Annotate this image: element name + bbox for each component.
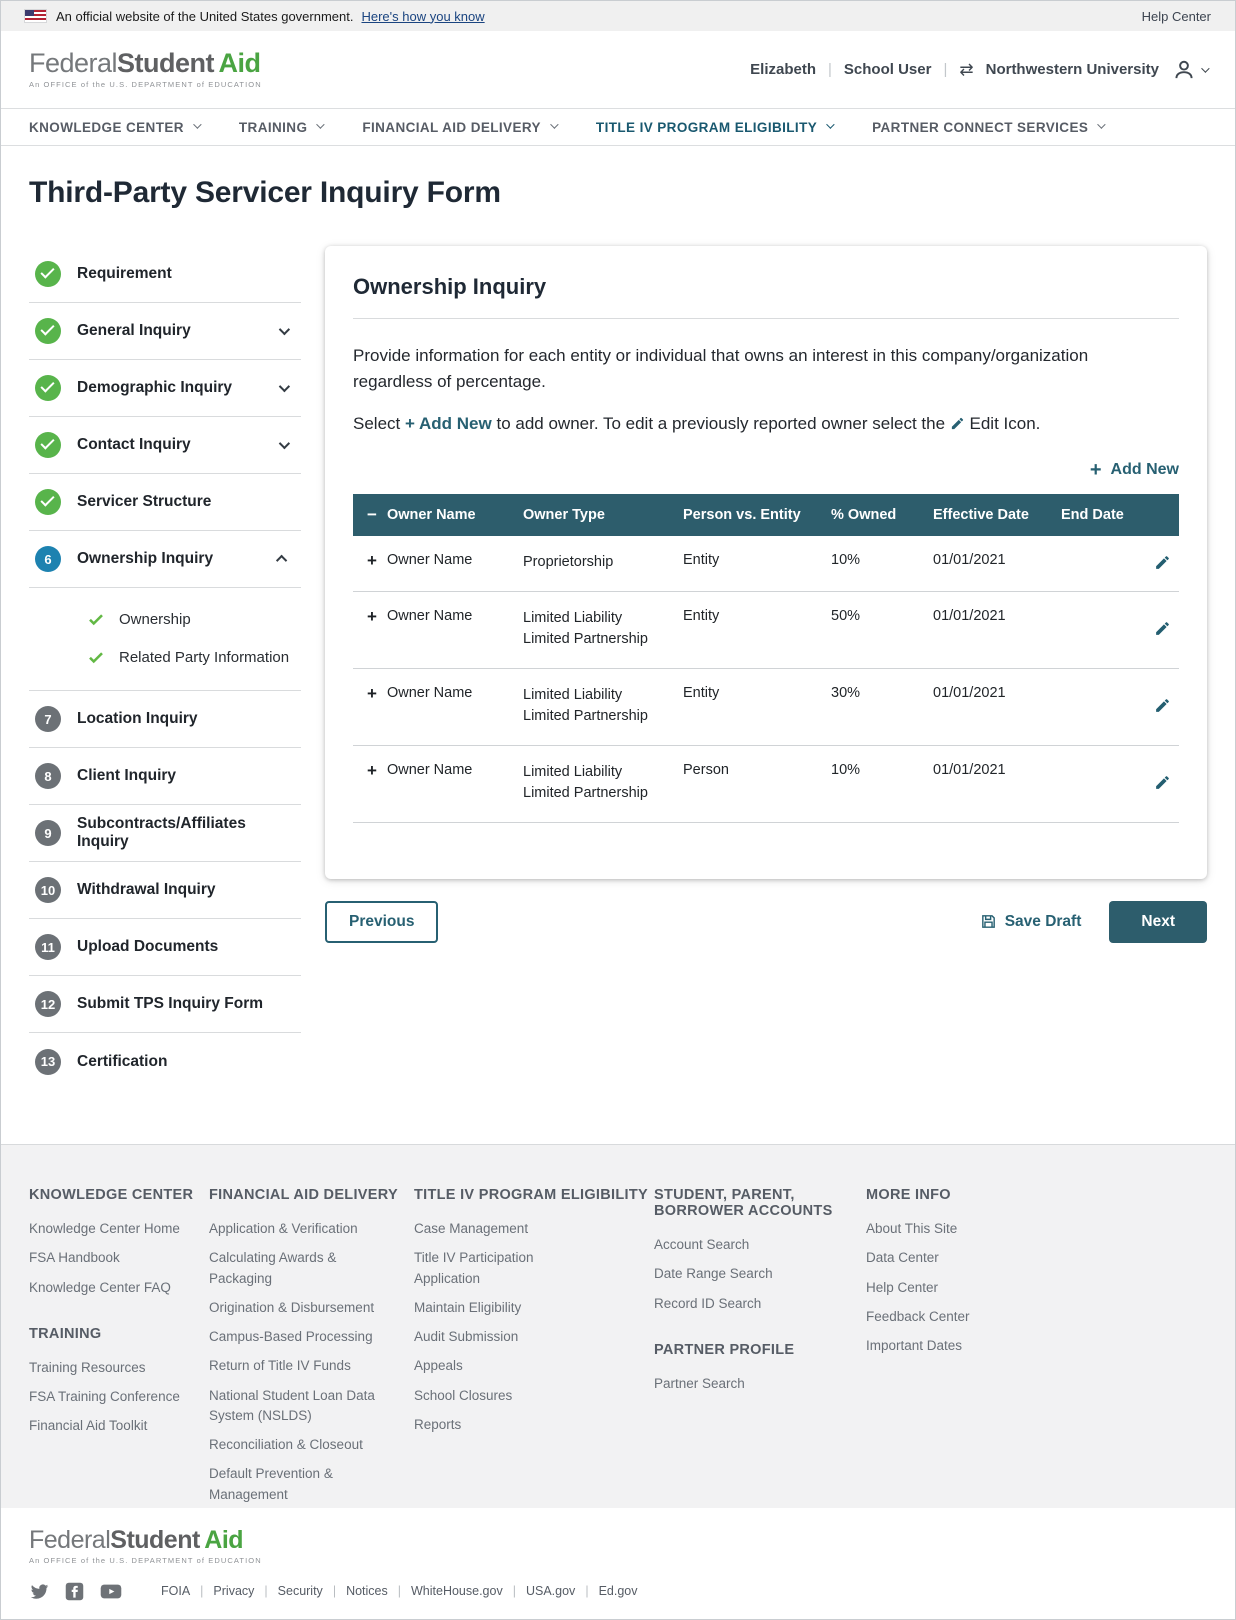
footer-link[interactable]: Application & Verification [209,1221,358,1236]
step-label: Subcontracts/Affiliates Inquiry [77,815,246,850]
footer-link[interactable]: Knowledge Center Home [29,1221,180,1236]
step-label: Certification [77,1052,168,1070]
owner-row [353,669,1179,746]
footer-link[interactable]: Case Management [414,1221,529,1236]
facebook-icon[interactable] [64,1581,85,1602]
twitter-icon[interactable] [29,1581,50,1602]
step-number-badge: 6 [35,546,61,572]
footer-group-more-info [866,1187,1207,1356]
owners-table [353,494,1179,823]
plus-icon: + [1089,458,1102,481]
step-number-badge: 8 [35,763,61,789]
add-new-button[interactable] [1090,460,1179,480]
add-new-inline-link[interactable]: + Add New [404,413,492,433]
footer-group-knowledge-center [29,1187,209,1298]
step-number-badge: 13 [35,1049,61,1075]
chevron-up-icon [276,555,287,566]
save-draft-label: Save Draft [1004,912,1082,930]
footer-group-training [29,1326,209,1437]
edit-icon [950,416,965,431]
owner-name-cell: Owner Name [386,552,473,569]
form-actions [325,901,1207,943]
logo-student: Student [117,48,215,79]
logo-aid: Aid [218,48,261,79]
edit-icon [1154,774,1171,791]
owner-name-cell: Owner Name [386,685,473,702]
effective-date-cell: 01/01/2021 [933,551,1006,568]
divider: | [828,61,832,78]
footer-link[interactable]: Training Resources [29,1359,146,1375]
footer-link[interactable]: Date Range Search [654,1266,773,1282]
legal-link[interactable]: | Security [254,1584,322,1598]
step-label: Requirement [77,265,172,282]
step-label: Demographic Inquiry [77,379,233,396]
col-owner-type: Owner Type [523,506,605,523]
step-subcontracts-affiliates-inquiry[interactable] [29,805,301,862]
step-contact-inquiry[interactable] [29,417,301,474]
step-upload-documents[interactable] [29,919,301,976]
ownership-inquiry-panel [325,246,1207,879]
footer-link[interactable]: FSA Training Conference [29,1389,180,1404]
edit-icon [1154,697,1171,714]
owner-type-cell: Limited Liability Limited Partnership [523,609,648,647]
check-circle-icon [35,375,61,401]
panel-instruction [353,414,1179,434]
footer-heading: PARTNER PROFILE [654,1341,795,1358]
fsa-logo-footer[interactable] [29,1528,1207,1565]
step-label: Contact Inquiry [77,436,191,453]
check-circle-icon [35,432,61,458]
step-label: Servicer Structure [77,493,212,510]
nav-title-iv-program-eligibility[interactable] [596,120,832,135]
footer-link[interactable]: Audit Submission [414,1329,519,1344]
footer-heading: STUDENT, PARENT, BORROWER ACCOUNTS [654,1187,833,1219]
owner-type-cell: Limited Liability Limited Partnership [523,686,648,724]
nav-label: TRAINING [238,119,308,135]
owner-name-cell: Owner Name [386,608,473,625]
legal-link[interactable]: | Ed.gov [575,1584,637,1598]
gov-banner-text: An official website of the United States government. [56,8,354,24]
legal-link[interactable]: | WhiteHouse.gov [388,1584,503,1598]
footer-link[interactable]: Account Search [654,1237,750,1252]
check-circle-icon [35,261,61,287]
footer-link[interactable]: Maintain Eligibility [414,1299,522,1315]
user-area [750,57,1207,83]
col-person-vs-entity: Person vs. Entity [683,506,801,523]
switch-org-icon[interactable]: ⇄ [959,59,974,79]
legal-link[interactable]: FOIA [161,1584,191,1598]
footer-link[interactable]: Appeals [414,1358,463,1374]
owner-type-cell: Limited Liability Limited Partnership [523,763,648,801]
edit-icon [1154,554,1171,571]
check-circle-icon [35,318,61,344]
effective-date-cell: 01/01/2021 [933,761,1006,778]
footer-heading: TITLE IV PROGRAM ELIGIBILITY [414,1187,648,1203]
footer-heading: FINANCIAL AID DELIVERY [209,1187,398,1203]
check-icon [87,610,105,628]
effective-date-cell: 01/01/2021 [933,607,1006,624]
owner-name-cell: Owner Name [386,762,473,779]
next-button[interactable]: Next [1109,901,1207,943]
instruction-text: Select [353,413,401,433]
owner-row [353,592,1179,669]
step-submit-tps-inquiry-form[interactable] [29,976,301,1033]
footer-link[interactable]: Data Center [866,1250,939,1266]
footer-link[interactable]: Partner Search [654,1375,745,1391]
step-number-badge: 10 [35,877,61,903]
step-withdrawal-inquiry[interactable] [29,862,301,919]
chevron-down-icon [550,120,558,128]
nav-label: FINANCIAL AID DELIVERY [362,119,541,135]
footer-link[interactable]: Origination & Disbursement [209,1299,375,1315]
legal-links [161,1584,637,1598]
nav-knowledge-center[interactable] [29,120,199,135]
step-label: Submit TPS Inquiry Form [77,995,264,1012]
footer-link[interactable]: Calculating Awards & Packaging [209,1250,337,1286]
divider: | [943,61,948,78]
col-pct-owned: % Owned [831,506,897,523]
footer-link[interactable]: Help Center [866,1279,939,1295]
gov-banner [1,1,1235,31]
step-location-inquiry[interactable] [29,691,301,748]
step-number-badge: 7 [35,706,61,732]
pct-owned-cell: 10% [831,551,861,568]
instruction-text: to add owner. To edit a previously reported owner select the [496,413,946,433]
page-title: Third-Party Servicer Inquiry Form [29,176,501,209]
col-end-date: End Date [1061,506,1124,523]
step-label: Upload Documents [77,938,219,955]
substep-ownership[interactable] [29,600,301,638]
edit-icon [1154,620,1171,637]
step-label: Client Inquiry [77,767,177,784]
footer-group-financial-aid-delivery [209,1187,414,1505]
effective-date-cell: 01/01/2021 [933,684,1006,701]
footer-link[interactable]: Feedback Center [866,1308,970,1324]
logo-federal: Federal [29,1526,111,1554]
footer-link[interactable]: School Closures [414,1387,513,1403]
bottom-bar [1,1508,1235,1619]
footer-group-partner-profile [654,1342,866,1394]
add-new-label: Add New [1110,460,1179,478]
owner-row [353,536,1179,592]
person-vs-entity-cell: Entity [683,684,720,701]
help-center-link[interactable]: Help Center [1141,8,1211,24]
site-footer [1,1144,1235,1508]
step-client-inquiry[interactable] [29,748,301,805]
account-menu-button[interactable] [1171,57,1207,83]
footer-heading: KNOWLEDGE CENTER [29,1187,194,1203]
footer-group-title-iv [414,1187,654,1435]
footer-link[interactable]: Reconciliation & Closeout [209,1437,363,1452]
nav-label: PARTNER CONNECT SERVICES [872,119,1089,135]
col-owner-name: Owner Name [386,506,476,523]
main-nav [1,108,1235,146]
steps-sidebar [29,246,301,1090]
ownership-substeps [29,588,301,691]
footer-link[interactable]: Record ID Search [654,1295,762,1311]
expand-row-icon[interactable]: + [367,683,377,703]
chevron-down-icon [279,381,290,392]
pct-owned-cell: 30% [831,684,861,701]
step-label: Withdrawal Inquiry [77,881,216,898]
owners-table-header [353,494,1179,536]
footer-link[interactable]: Default Prevention & Management [209,1466,333,1502]
nav-financial-aid-delivery[interactable] [362,120,556,135]
owners-table-body [353,536,1179,823]
footer-link[interactable]: FSA Handbook [29,1250,120,1266]
step-general-inquiry[interactable] [29,303,301,360]
edit-owner-button[interactable] [1154,774,1171,791]
footer-link[interactable]: Knowledge Center FAQ [29,1279,171,1295]
person-vs-entity-cell: Entity [683,607,720,624]
footer-link[interactable]: Title IV Participation Application [414,1250,534,1286]
chevron-down-icon [279,438,290,449]
owner-row [353,746,1179,823]
expand-row-icon[interactable]: + [367,550,377,570]
step-number-badge: 9 [35,820,61,846]
footer-link[interactable]: Return of Title IV Funds [209,1358,351,1374]
expand-row-icon[interactable]: + [367,606,377,626]
person-vs-entity-cell: Person [683,761,729,778]
instruction-text: Edit Icon. [969,413,1041,433]
pct-owned-cell: 50% [831,607,861,624]
user-name: Elizabeth [750,61,817,78]
col-effective-date: Effective Date [933,506,1029,523]
user-org: Northwestern University [985,61,1159,78]
person-vs-entity-cell: Entity [683,551,720,568]
chevron-down-icon [193,120,201,128]
save-draft-button[interactable] [980,913,1082,931]
logo-federal: Federal [29,48,118,79]
footer-group-student-parent-borrower [654,1187,866,1314]
how-you-know-link[interactable]: Here's how you know [361,8,485,24]
check-icon [87,648,105,666]
footer-link[interactable]: Campus-Based Processing [209,1329,373,1344]
check-circle-icon [35,489,61,515]
nav-label: TITLE IV PROGRAM ELIGIBILITY [595,119,818,135]
collapse-all-icon[interactable]: − [367,504,377,524]
logo-student: Student [110,1526,200,1554]
step-servicer-structure[interactable] [29,474,301,531]
save-icon [980,913,997,930]
chevron-down-icon [826,120,834,128]
footer-link[interactable]: Important Dates [866,1338,963,1353]
step-demographic-inquiry[interactable] [29,360,301,417]
legal-link[interactable]: | Privacy [190,1584,254,1598]
substep-related-party-information[interactable] [29,638,301,676]
site-header [1,31,1235,108]
chevron-down-icon [279,324,290,335]
chevron-down-icon [1201,64,1209,72]
logo-tagline: An OFFICE of the U.S. DEPARTMENT of EDUCATION [29,80,262,90]
footer-link[interactable]: Financial Aid Toolkit [29,1418,148,1434]
footer-link[interactable]: Reports [414,1416,462,1432]
pct-owned-cell: 10% [831,761,861,778]
previous-button[interactable]: Previous [325,901,438,943]
chevron-down-icon [1097,120,1105,128]
chevron-down-icon [317,120,325,128]
nav-training[interactable] [239,120,322,135]
footer-heading: TRAINING [29,1325,102,1342]
panel-description: Provide information for each entity or individual that owns an interest in this company/organization regardless of percentage. [353,346,1089,392]
step-requirement[interactable] [29,246,301,303]
substep-label: Ownership [119,610,191,628]
edit-owner-button[interactable] [1154,554,1171,571]
nav-partner-connect-services[interactable] [872,120,1103,135]
person-icon [1171,57,1197,83]
fsa-logo[interactable] [29,50,262,89]
step-certification[interactable] [29,1033,301,1090]
legal-link[interactable]: | USA.gov [503,1584,576,1598]
substep-label: Related Party Information [119,648,290,666]
user-role: School User [843,61,932,78]
expand-row-icon[interactable]: + [367,760,377,780]
step-label: Location Inquiry [77,710,198,727]
step-number-badge: 11 [35,934,61,960]
legal-link[interactable]: | Notices [323,1584,388,1598]
logo-tagline: An OFFICE of the U.S. DEPARTMENT of EDUCATION [29,1556,262,1565]
step-number-badge: 12 [35,991,61,1017]
us-flag-icon [25,10,46,22]
owner-type-cell: Proprietorship [523,553,614,570]
panel-heading: Ownership Inquiry [353,274,1179,319]
step-label: General Inquiry [77,322,191,339]
step-ownership-inquiry[interactable] [29,531,301,588]
edit-owner-button[interactable] [1154,620,1171,637]
step-label: Ownership Inquiry [77,550,214,567]
logo-aid: Aid [204,1526,244,1554]
footer-heading: MORE INFO [866,1187,951,1203]
footer-link[interactable]: National Student Loan Data System (NSLDS) [209,1387,375,1423]
edit-owner-button[interactable] [1154,697,1171,714]
footer-link[interactable]: About This Site [866,1221,958,1236]
youtube-icon[interactable] [99,1581,123,1602]
nav-label: KNOWLEDGE CENTER [29,119,184,135]
